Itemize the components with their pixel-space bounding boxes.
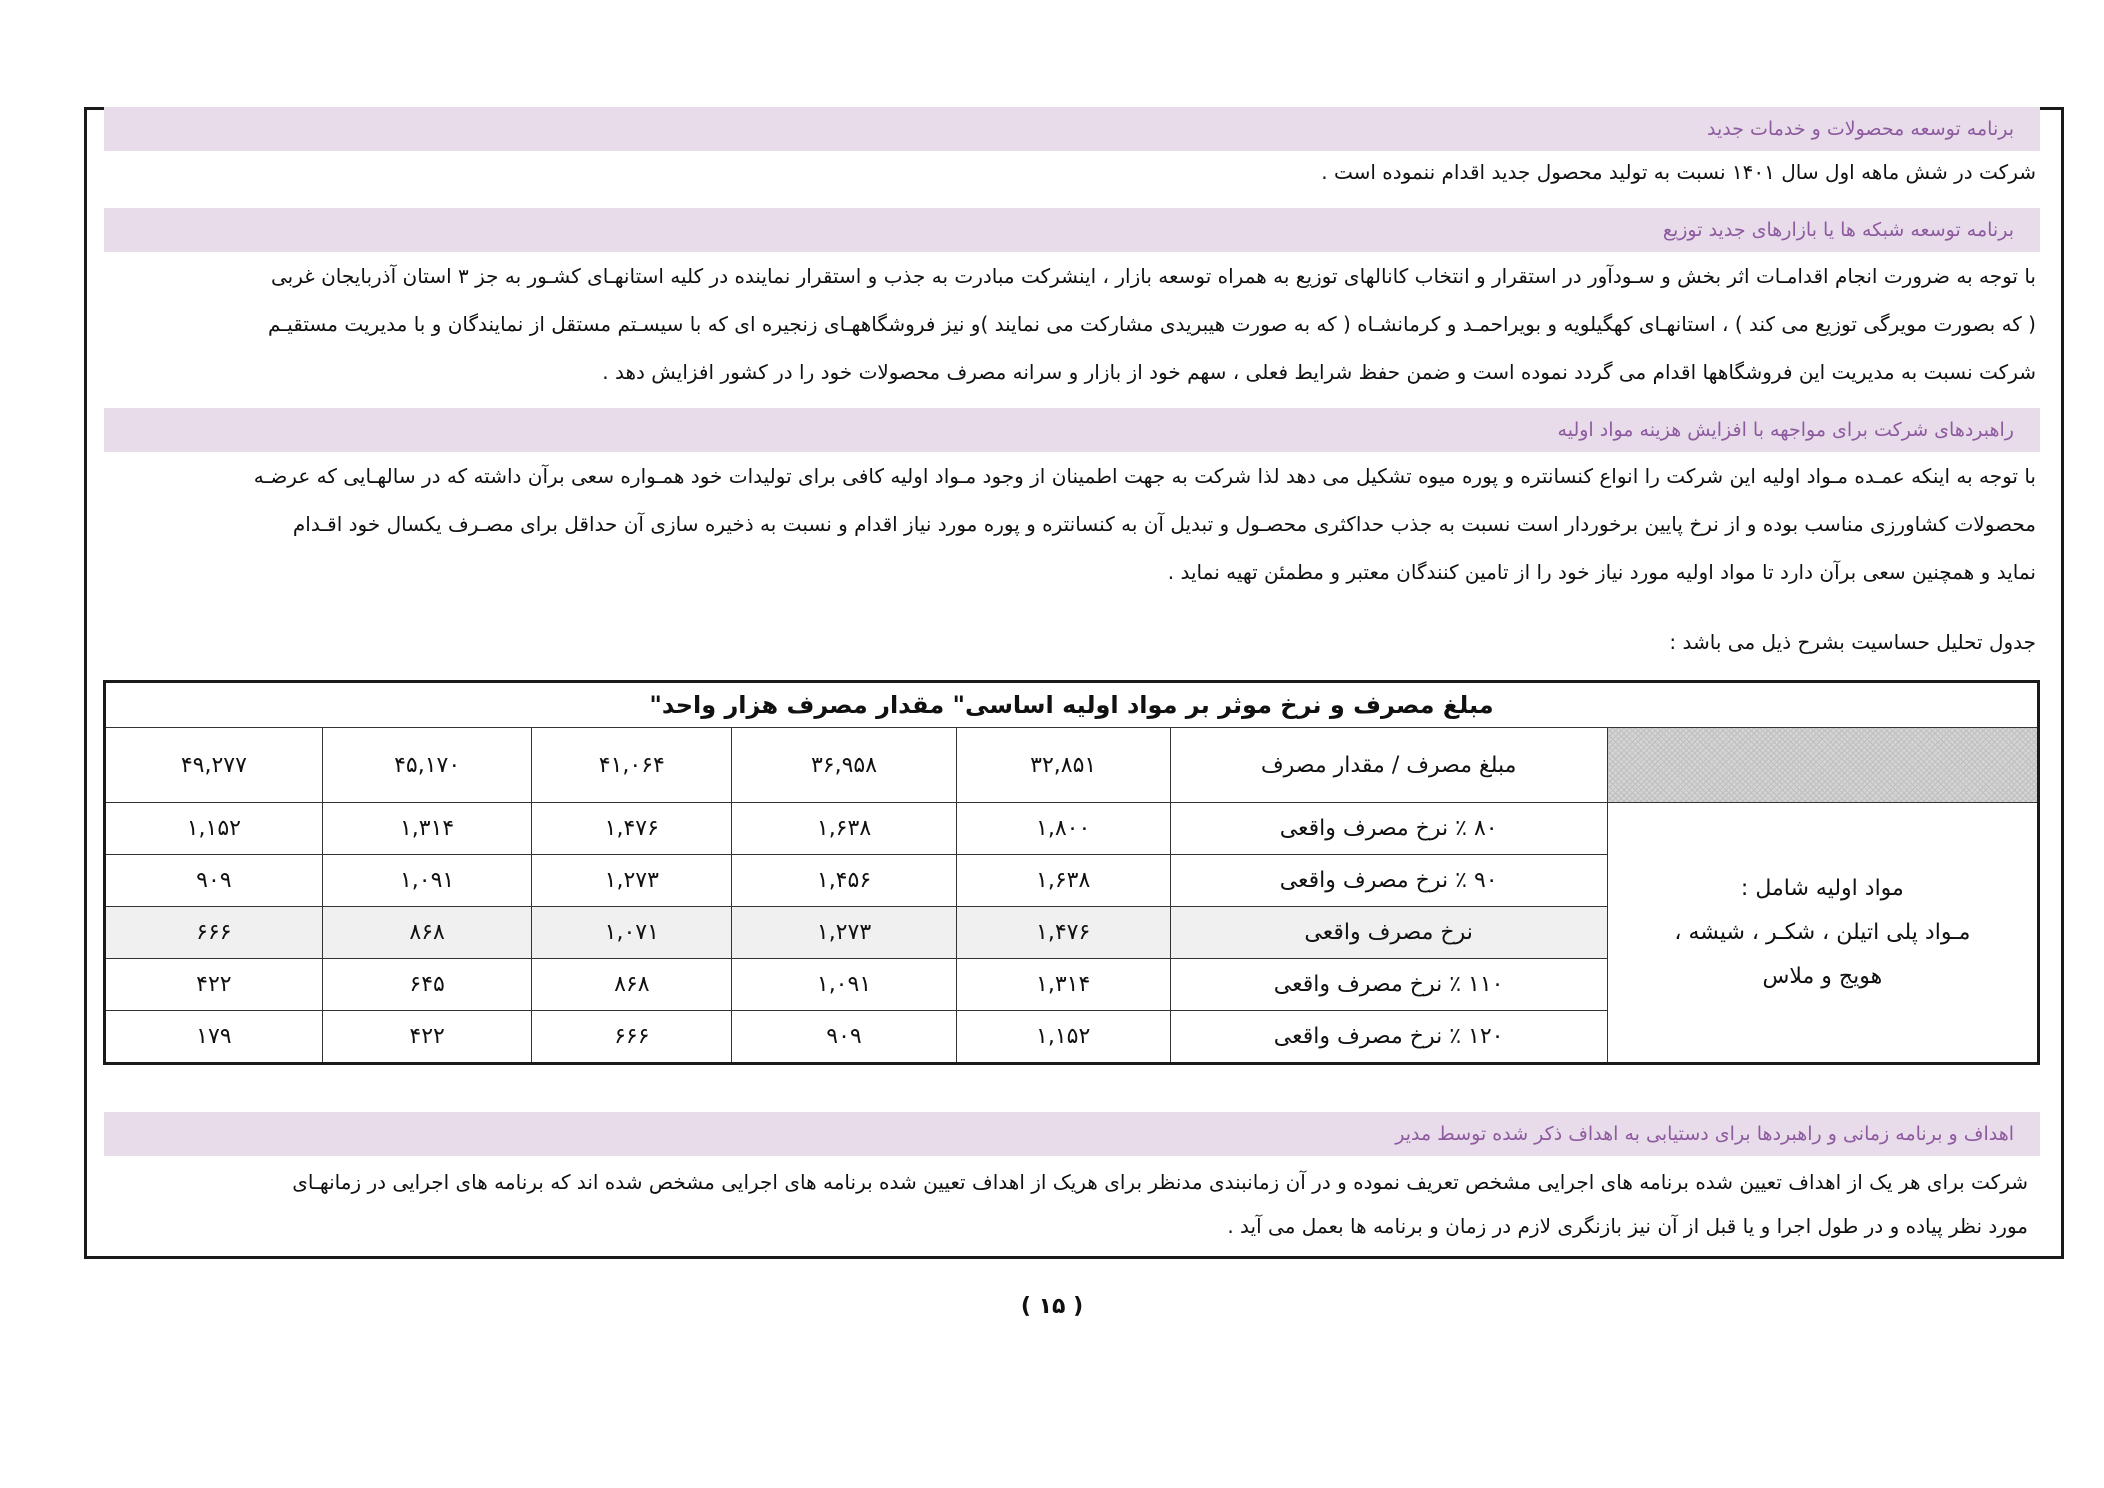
header-value-cell: ۳۲,۸۵۱ [956,728,1170,803]
section-title-distribution: برنامه توسعه شبکه ها یا بازارهای جدید توزیع [104,208,2040,252]
value-cell: ۱,۴۵۶ [732,855,957,907]
materials-group-cell [1607,803,2038,1064]
value-cell: ۱,۴۷۶ [956,907,1170,959]
goals-line: مورد نظر پیاده و در طول اجرا و یا قبل از آن نیز بازنگری لازم در زمان و برنامه ها بعمل می آید . [1227,1214,2028,1238]
page-number: ( ۱۵ ) [1020,1294,1084,1319]
materials-paragraph [106,452,2036,596]
value-cell: ۱,۶۳۸ [732,803,957,855]
value-cell: ۱,۰۷۱ [532,907,732,959]
sensitivity-table [103,680,2040,1065]
section-title-goals: اهداف و برنامه زمانی و راهبردها برای دستیابی به اهداف ذکر شده توسط مدیر [104,1112,2040,1156]
value-cell: ۱,۳۱۴ [956,959,1170,1011]
value-cell: ۱,۶۳۸ [956,855,1170,907]
value-cell: ۱,۲۷۳ [732,907,957,959]
value-cell: ۱,۰۹۱ [322,855,532,907]
section-title-materials: راهبردهای شرکت برای مواجهه با افزایش هزینه مواد اولیه [104,408,2040,452]
row-label-cell: ۱۲۰ ٪ نرخ مصرف واقعی [1170,1011,1607,1064]
value-cell: ۱,۱۵۲ [956,1011,1170,1064]
table-intro: جدول تحلیل حساسیت بشرح ذیل می باشد : [1669,630,2036,654]
value-cell: ۶۶۶ [105,907,323,959]
materials-line: محصولات کشاورزی مناسب بوده و از نرخ پایین برخوردار است نسبت به جذب حداکثری محصـول و تبدیل آن به کنسانتره و پوره مورد نیاز اقدام و نسبت به ذخیره سازی آن حداقل برای مصـرف یکسال خود اقـدام [292,512,2036,536]
distribution-line: ( که بصورت مویرگی توزیع می کند ) ، استانهـای کهگیلویه و بویراحمـد و کرمانشـاه ( که به صورت هیبریدی مشارکت می نمایند )و نیز فروشگاههـای زنجیره ای که با سیسـتم مستقل از نمایندگان و با مدیریت مستقیـم [268,312,2036,336]
value-cell: ۶۶۶ [532,1011,732,1064]
materials-line: با توجه به اینکه عمـده مـواد اولیه این شرکت را انواع کنسانتره و پوره میوه تشکیل می دهد لذا شرکت به جهت اطمینان از وجود مـواد اولیه کافی برای تولیدات خود همـواره سعی برآن داشته که در سالهـایی که عرضـه [253,464,2036,488]
header-value-cell: ۴۵,۱۷۰ [322,728,532,803]
table-row [105,803,2039,855]
value-cell: ۱,۳۱۴ [322,803,532,855]
section-title-products: برنامه توسعه محصولات و خدمات جدید [104,107,2040,151]
value-cell: ۹۰۹ [105,855,323,907]
distribution-paragraph [106,252,2036,396]
value-cell: ۴۲۲ [105,959,323,1011]
value-cell: ۱,۱۵۲ [105,803,323,855]
hatched-corner-cell [1607,728,2038,803]
value-cell: ۴۲۲ [322,1011,532,1064]
value-cell: ۸۶۸ [322,907,532,959]
distribution-line: با توجه به ضرورت انجام اقدامـات اثر بخش و سـودآور در استقرار و انتخاب کانالهای توزیع به همراه توسعه بازار ، اینشرکت مبادرت به جذب و استقرار نماینده در کلیه استانهـای کشـور به جز ۳ استان آذربایجان غربی [271,264,2036,288]
group-label-line: مواد اولیه شامل : [1740,875,1904,901]
value-cell: ۱۷۹ [105,1011,323,1064]
materials-line: نماید و همچنین سعی برآن دارد تا مواد اولیه مورد نیاز خود را از تامین کنندگان معتبر و مطمئن تهیه نماید . [1167,560,2036,584]
value-cell: ۶۴۵ [322,959,532,1011]
row-label-cell: ۹۰ ٪ نرخ مصرف واقعی [1170,855,1607,907]
value-cell: ۱,۲۷۳ [532,855,732,907]
value-cell: ۱,۴۷۶ [532,803,732,855]
row-label-cell: نرخ مصرف واقعی [1170,907,1607,959]
value-cell: ۹۰۹ [732,1011,957,1064]
value-cell: ۱,۸۰۰ [956,803,1170,855]
goals-paragraph [108,1160,2028,1248]
goals-line: شرکت برای هر یک از اهداف تعیین شده برنامه های اجرایی مشخص تعریف نموده و در آن زمانبندی مدنظر برای هریک از اهداف تعیین شده برنامه های اجرایی مشخص شده اند که برنامه های اجرایی در زمانهـای [292,1170,2028,1194]
row-label-cell: ۱۱۰ ٪ نرخ مصرف واقعی [1170,959,1607,1011]
header-label-cell: مبلغ مصرف / مقدار مصرف [1170,728,1607,803]
table-header-row [105,728,2039,803]
row-label-cell: ۸۰ ٪ نرخ مصرف واقعی [1170,803,1607,855]
header-value-cell: ۳۶,۹۵۸ [732,728,957,803]
header-value-cell: ۴۱,۰۶۴ [532,728,732,803]
table-title: مبلغ مصرف و نرخ موثر بر مواد اولیه اساسی" مقدار مصرف هزار واحد" [105,682,2039,728]
group-label-line: مـواد پلی اتیلن ، شکـر ، شیشه ، [1674,919,1971,945]
distribution-line: شرکت نسبت به مدیریت این فروشگاهها اقدام می گردد نموده است و ضمن حفظ شرایط فعلی ، سهم خود از بازار و سرانه مصرف محصولات خود را در کشور افزایش دهد . [602,360,2036,384]
header-value-cell: ۴۹,۲۷۷ [105,728,323,803]
value-cell: ۸۶۸ [532,959,732,1011]
value-cell: ۱,۰۹۱ [732,959,957,1011]
products-text: شرکت در شش ماهه اول سال ۱۴۰۱ نسبت به تولید محصول جدید اقدام ننموده است . [1321,160,2036,184]
group-label-line: هویج و ملاس [1762,963,1883,989]
